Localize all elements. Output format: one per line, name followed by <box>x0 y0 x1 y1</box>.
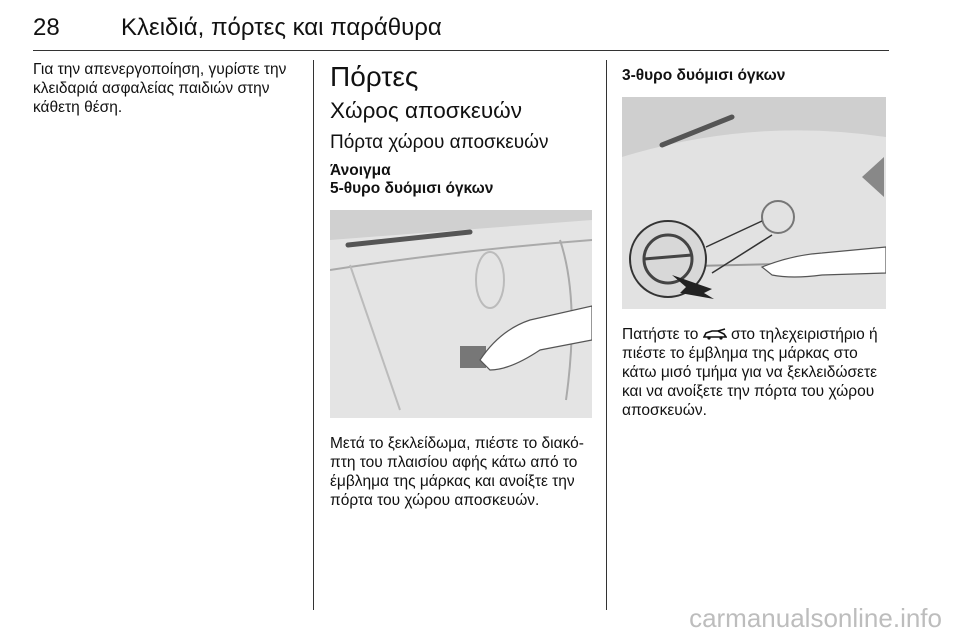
opening-heading: Άνοιγμα <box>330 162 391 179</box>
column-right <box>622 60 888 420</box>
child-lock-text: Για την απενεργοποίηση, γυρίστε την κλειδαριά ασφαλείας παιδιών στην κάθετη θέση. <box>33 61 287 116</box>
tailgate-3door-text <box>622 325 888 420</box>
watermark: carmanualsonline.info <box>689 603 942 633</box>
variant-heading-5door: 5-θυρο δυόμισι όγκων <box>330 180 494 197</box>
subsection-title: Χώρος αποσκευών <box>330 98 522 123</box>
section-title: Πόρτες <box>330 61 419 92</box>
car-tailgate-icon <box>703 328 727 340</box>
column-middle <box>330 60 596 510</box>
page-header <box>33 14 889 51</box>
page-number: 28 <box>33 14 60 41</box>
column-divider <box>606 60 607 610</box>
text-before-icon: Πατήστε το <box>622 326 699 343</box>
text-after-icon: στο τηλεχειριστήριο ή πιέστε το έμβλημα της μάρκας στο κάτω μισό τμήμα για να ξεκλειδώσετε και να ανοίξετε την πόρτα του χώρου αποσκευών. <box>622 326 878 419</box>
tailgate-5door-illustration <box>330 210 592 418</box>
subsubsection-title: Πόρτα χώρου αποσκευών <box>330 132 549 153</box>
column-left <box>33 60 303 117</box>
column-divider <box>313 60 314 610</box>
page-title: Κλειδιά, πόρτες και παράθυρα <box>121 14 442 41</box>
tailgate-5door-text: Μετά το ξεκλείδωμα, πιέστε το διακόπτη του πλαισίου αφής κάτω από το έμβλημα της μάρκας και ανοίξτε την πόρτα του χώρου αποσκευών. <box>330 435 584 509</box>
variant-heading-3door: 3-θυρο δυόμισι όγκων <box>622 67 786 84</box>
tailgate-3door-illustration <box>622 97 886 309</box>
